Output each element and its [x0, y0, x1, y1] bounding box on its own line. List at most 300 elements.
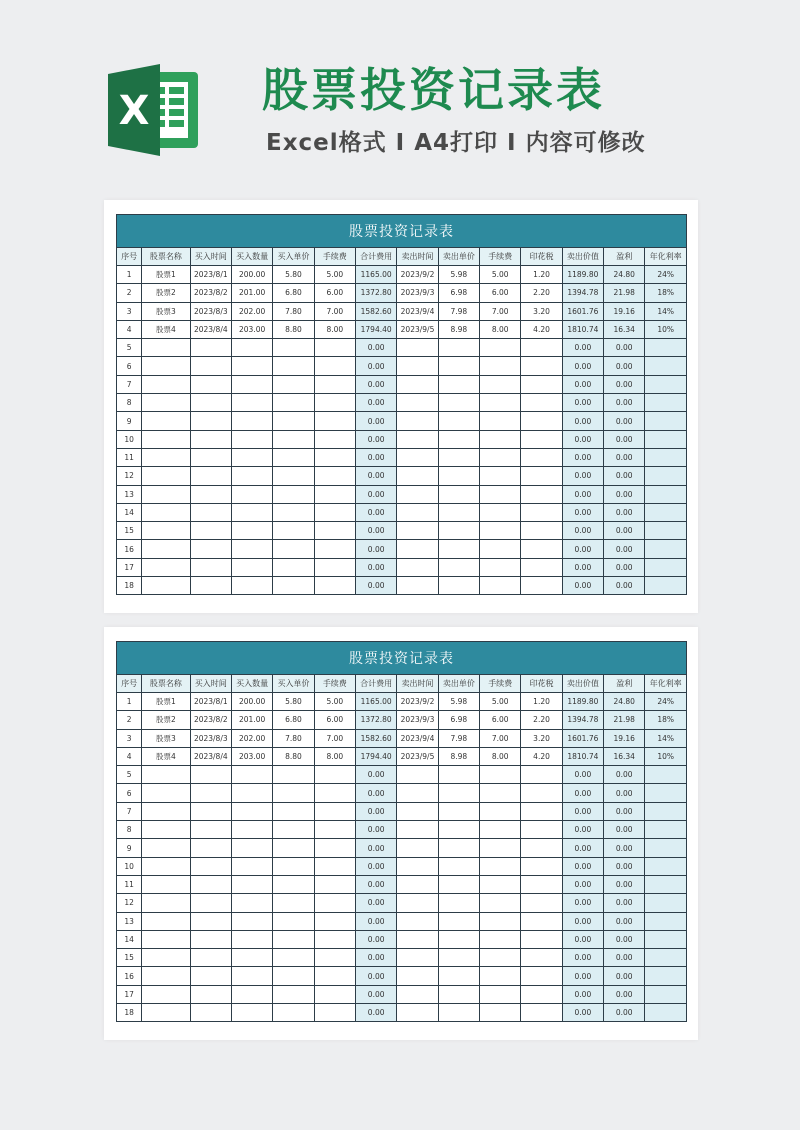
table-cell[interactable]	[231, 766, 272, 784]
table-cell[interactable]	[190, 930, 231, 948]
table-cell[interactable]: 13	[117, 485, 142, 503]
table-cell[interactable]	[397, 1004, 438, 1022]
table-cell[interactable]	[314, 577, 355, 595]
table-cell[interactable]: 0.00	[604, 467, 645, 485]
table-cell[interactable]	[142, 503, 190, 521]
table-cell[interactable]	[397, 394, 438, 412]
table-cell[interactable]: 0.00	[604, 894, 645, 912]
table-cell[interactable]: 0.00	[604, 1004, 645, 1022]
table-cell[interactable]: 16	[117, 540, 142, 558]
table-cell[interactable]	[438, 540, 479, 558]
table-cell[interactable]	[142, 394, 190, 412]
table-cell[interactable]	[521, 802, 562, 820]
table-cell[interactable]: 4.20	[521, 320, 562, 338]
table-cell[interactable]: 1165.00	[355, 693, 396, 711]
table-cell[interactable]: 0.00	[604, 985, 645, 1003]
table-cell[interactable]	[142, 784, 190, 802]
table-cell[interactable]: 200.00	[231, 266, 272, 284]
table-cell[interactable]	[273, 1004, 314, 1022]
table-cell[interactable]	[480, 930, 521, 948]
table-cell[interactable]	[645, 375, 687, 393]
table-cell[interactable]: 0.00	[562, 802, 603, 820]
table-cell[interactable]	[190, 522, 231, 540]
table-cell[interactable]	[142, 967, 190, 985]
table-cell[interactable]	[397, 577, 438, 595]
table-cell[interactable]	[314, 839, 355, 857]
table-cell[interactable]	[521, 448, 562, 466]
table-cell[interactable]: 21.98	[604, 711, 645, 729]
table-cell[interactable]	[645, 912, 687, 930]
table-cell[interactable]	[480, 357, 521, 375]
table-cell[interactable]: 0.00	[562, 485, 603, 503]
table-cell[interactable]	[273, 912, 314, 930]
table-cell[interactable]	[480, 577, 521, 595]
table-cell[interactable]: 18%	[645, 284, 687, 302]
table-cell[interactable]	[521, 839, 562, 857]
table-cell[interactable]: 0.00	[355, 1004, 396, 1022]
table-cell[interactable]	[190, 430, 231, 448]
table-cell[interactable]	[142, 467, 190, 485]
table-cell[interactable]: 股票2	[142, 284, 190, 302]
table-cell[interactable]	[397, 503, 438, 521]
table-cell[interactable]	[231, 339, 272, 357]
table-cell[interactable]: 19.16	[604, 729, 645, 747]
table-cell[interactable]: 2	[117, 711, 142, 729]
table-cell[interactable]: 6	[117, 357, 142, 375]
table-cell[interactable]	[314, 930, 355, 948]
table-cell[interactable]	[142, 540, 190, 558]
table-cell[interactable]	[397, 821, 438, 839]
table-cell[interactable]	[645, 1004, 687, 1022]
table-cell[interactable]	[397, 430, 438, 448]
table-cell[interactable]	[480, 802, 521, 820]
table-cell[interactable]	[645, 540, 687, 558]
table-cell[interactable]	[438, 967, 479, 985]
table-cell[interactable]: 1372.80	[355, 711, 396, 729]
table-cell[interactable]	[438, 430, 479, 448]
table-cell[interactable]	[231, 540, 272, 558]
table-cell[interactable]: 200.00	[231, 693, 272, 711]
table-cell[interactable]: 0.00	[604, 357, 645, 375]
table-cell[interactable]	[438, 1004, 479, 1022]
table-cell[interactable]: 14%	[645, 729, 687, 747]
table-cell[interactable]	[521, 430, 562, 448]
table-cell[interactable]	[645, 930, 687, 948]
table-cell[interactable]: 0.00	[355, 577, 396, 595]
table-cell[interactable]: 9	[117, 839, 142, 857]
table-cell[interactable]	[521, 375, 562, 393]
table-cell[interactable]	[645, 339, 687, 357]
table-cell[interactable]	[438, 577, 479, 595]
table-cell[interactable]	[645, 967, 687, 985]
table-cell[interactable]: 6.98	[438, 711, 479, 729]
table-cell[interactable]: 0.00	[355, 357, 396, 375]
table-cell[interactable]	[397, 448, 438, 466]
table-cell[interactable]: 24%	[645, 266, 687, 284]
table-cell[interactable]	[142, 802, 190, 820]
table-cell[interactable]	[273, 339, 314, 357]
table-cell[interactable]	[438, 412, 479, 430]
table-cell[interactable]: 0.00	[562, 503, 603, 521]
table-cell[interactable]	[231, 857, 272, 875]
table-cell[interactable]	[142, 339, 190, 357]
table-cell[interactable]	[397, 766, 438, 784]
table-cell[interactable]	[190, 485, 231, 503]
table-cell[interactable]	[645, 448, 687, 466]
table-cell[interactable]	[521, 857, 562, 875]
table-cell[interactable]	[273, 412, 314, 430]
table-cell[interactable]: 21.98	[604, 284, 645, 302]
table-cell[interactable]: 3	[117, 729, 142, 747]
table-cell[interactable]	[480, 412, 521, 430]
table-cell[interactable]: 0.00	[604, 839, 645, 857]
table-cell[interactable]: 1601.76	[562, 302, 603, 320]
table-cell[interactable]: 203.00	[231, 320, 272, 338]
table-cell[interactable]	[397, 540, 438, 558]
table-cell[interactable]	[645, 784, 687, 802]
table-cell[interactable]: 4	[117, 747, 142, 765]
table-cell[interactable]: 2023/9/5	[397, 320, 438, 338]
table-cell[interactable]	[438, 467, 479, 485]
table-cell[interactable]	[438, 802, 479, 820]
table-cell[interactable]	[314, 558, 355, 576]
table-cell[interactable]: 10	[117, 857, 142, 875]
table-cell[interactable]: 2023/9/4	[397, 729, 438, 747]
table-cell[interactable]: 5.00	[480, 693, 521, 711]
table-cell[interactable]	[438, 949, 479, 967]
table-cell[interactable]	[521, 540, 562, 558]
table-cell[interactable]	[480, 522, 521, 540]
table-cell[interactable]: 0.00	[562, 985, 603, 1003]
table-cell[interactable]: 0.00	[562, 875, 603, 893]
table-cell[interactable]	[438, 875, 479, 893]
table-cell[interactable]	[190, 985, 231, 1003]
table-cell[interactable]	[231, 967, 272, 985]
table-cell[interactable]	[438, 448, 479, 466]
table-cell[interactable]	[190, 857, 231, 875]
table-cell[interactable]: 0.00	[562, 577, 603, 595]
table-cell[interactable]	[231, 985, 272, 1003]
table-cell[interactable]	[645, 766, 687, 784]
table-cell[interactable]	[645, 577, 687, 595]
table-cell[interactable]	[645, 821, 687, 839]
table-cell[interactable]: 0.00	[562, 339, 603, 357]
table-cell[interactable]: 0.00	[604, 784, 645, 802]
table-cell[interactable]: 11	[117, 875, 142, 893]
table-cell[interactable]	[480, 430, 521, 448]
table-cell[interactable]: 6.00	[480, 284, 521, 302]
table-cell[interactable]: 6.00	[314, 711, 355, 729]
table-cell[interactable]	[438, 522, 479, 540]
table-cell[interactable]	[521, 467, 562, 485]
table-cell[interactable]: 13	[117, 912, 142, 930]
table-cell[interactable]: 3.20	[521, 302, 562, 320]
table-cell[interactable]: 0.00	[604, 857, 645, 875]
table-cell[interactable]	[231, 802, 272, 820]
table-cell[interactable]: 2023/8/3	[190, 729, 231, 747]
table-cell[interactable]	[273, 985, 314, 1003]
table-cell[interactable]	[190, 577, 231, 595]
table-cell[interactable]	[645, 412, 687, 430]
table-cell[interactable]	[142, 857, 190, 875]
table-cell[interactable]: 10%	[645, 320, 687, 338]
table-cell[interactable]	[521, 875, 562, 893]
table-cell[interactable]: 0.00	[604, 967, 645, 985]
table-cell[interactable]: 1394.78	[562, 711, 603, 729]
table-cell[interactable]	[480, 1004, 521, 1022]
table-cell[interactable]	[231, 821, 272, 839]
table-cell[interactable]	[273, 485, 314, 503]
table-cell[interactable]	[438, 503, 479, 521]
table-cell[interactable]: 股票4	[142, 747, 190, 765]
table-cell[interactable]	[521, 967, 562, 985]
table-cell[interactable]: 0.00	[604, 540, 645, 558]
table-cell[interactable]	[480, 375, 521, 393]
table-cell[interactable]	[142, 558, 190, 576]
table-cell[interactable]	[521, 522, 562, 540]
table-cell[interactable]: 2023/8/2	[190, 284, 231, 302]
table-cell[interactable]: 2023/8/4	[190, 747, 231, 765]
table-cell[interactable]: 18	[117, 577, 142, 595]
table-cell[interactable]: 0.00	[562, 430, 603, 448]
table-cell[interactable]	[142, 839, 190, 857]
table-cell[interactable]: 0.00	[355, 894, 396, 912]
table-cell[interactable]: 股票3	[142, 302, 190, 320]
table-cell[interactable]: 2023/8/1	[190, 693, 231, 711]
table-cell[interactable]: 0.00	[604, 522, 645, 540]
table-cell[interactable]: 0.00	[604, 503, 645, 521]
table-cell[interactable]: 5.80	[273, 693, 314, 711]
table-cell[interactable]	[314, 503, 355, 521]
table-cell[interactable]	[397, 784, 438, 802]
table-cell[interactable]: 2023/9/3	[397, 711, 438, 729]
table-cell[interactable]	[397, 930, 438, 948]
table-cell[interactable]	[273, 802, 314, 820]
table-cell[interactable]	[645, 485, 687, 503]
table-cell[interactable]: 0.00	[562, 912, 603, 930]
table-cell[interactable]	[521, 930, 562, 948]
table-cell[interactable]	[314, 430, 355, 448]
table-cell[interactable]: 5.80	[273, 266, 314, 284]
table-cell[interactable]	[645, 558, 687, 576]
table-cell[interactable]: 0.00	[355, 412, 396, 430]
table-cell[interactable]: 6	[117, 784, 142, 802]
table-cell[interactable]: 1810.74	[562, 747, 603, 765]
table-cell[interactable]	[231, 784, 272, 802]
table-cell[interactable]	[190, 357, 231, 375]
table-cell[interactable]	[521, 485, 562, 503]
table-cell[interactable]: 1372.80	[355, 284, 396, 302]
table-cell[interactable]	[397, 875, 438, 893]
table-cell[interactable]: 15	[117, 522, 142, 540]
table-cell[interactable]	[645, 839, 687, 857]
table-cell[interactable]	[142, 894, 190, 912]
table-cell[interactable]	[397, 802, 438, 820]
table-cell[interactable]: 9	[117, 412, 142, 430]
table-cell[interactable]	[397, 894, 438, 912]
table-cell[interactable]	[231, 467, 272, 485]
table-cell[interactable]	[645, 894, 687, 912]
table-cell[interactable]	[231, 949, 272, 967]
table-cell[interactable]	[231, 875, 272, 893]
table-cell[interactable]: 0.00	[604, 577, 645, 595]
table-cell[interactable]	[190, 949, 231, 967]
table-cell[interactable]	[521, 339, 562, 357]
table-cell[interactable]: 3.20	[521, 729, 562, 747]
table-cell[interactable]	[231, 394, 272, 412]
table-cell[interactable]	[231, 894, 272, 912]
table-cell[interactable]	[142, 522, 190, 540]
table-cell[interactable]: 0.00	[355, 839, 396, 857]
table-cell[interactable]: 0.00	[562, 540, 603, 558]
table-cell[interactable]: 5.98	[438, 693, 479, 711]
table-cell[interactable]: 8.80	[273, 747, 314, 765]
table-cell[interactable]	[397, 839, 438, 857]
table-cell[interactable]	[438, 930, 479, 948]
table-cell[interactable]: 11	[117, 448, 142, 466]
table-cell[interactable]: 202.00	[231, 302, 272, 320]
table-cell[interactable]: 0.00	[604, 558, 645, 576]
table-cell[interactable]	[142, 985, 190, 1003]
table-cell[interactable]: 2	[117, 284, 142, 302]
table-cell[interactable]: 0.00	[355, 540, 396, 558]
table-cell[interactable]	[521, 912, 562, 930]
table-cell[interactable]: 0.00	[604, 802, 645, 820]
table-cell[interactable]: 0.00	[355, 967, 396, 985]
table-cell[interactable]	[397, 412, 438, 430]
table-cell[interactable]: 7.00	[480, 302, 521, 320]
table-cell[interactable]	[231, 503, 272, 521]
table-cell[interactable]: 2.20	[521, 711, 562, 729]
table-cell[interactable]	[273, 467, 314, 485]
table-cell[interactable]	[314, 339, 355, 357]
table-cell[interactable]	[645, 857, 687, 875]
table-cell[interactable]	[314, 412, 355, 430]
table-cell[interactable]	[397, 375, 438, 393]
table-cell[interactable]: 0.00	[355, 339, 396, 357]
table-cell[interactable]	[438, 821, 479, 839]
table-cell[interactable]: 0.00	[562, 522, 603, 540]
table-cell[interactable]: 8.00	[314, 320, 355, 338]
table-cell[interactable]: 0.00	[604, 430, 645, 448]
table-cell[interactable]: 10	[117, 430, 142, 448]
table-cell[interactable]	[397, 912, 438, 930]
table-cell[interactable]	[314, 894, 355, 912]
table-cell[interactable]: 201.00	[231, 711, 272, 729]
table-cell[interactable]	[645, 467, 687, 485]
table-cell[interactable]	[480, 949, 521, 967]
table-cell[interactable]	[480, 503, 521, 521]
table-cell[interactable]	[142, 375, 190, 393]
table-cell[interactable]	[142, 821, 190, 839]
table-cell[interactable]: 18%	[645, 711, 687, 729]
table-cell[interactable]	[190, 1004, 231, 1022]
table-cell[interactable]: 1189.80	[562, 266, 603, 284]
table-cell[interactable]: 16.34	[604, 320, 645, 338]
table-cell[interactable]	[190, 912, 231, 930]
table-cell[interactable]	[397, 467, 438, 485]
table-cell[interactable]	[397, 357, 438, 375]
table-cell[interactable]: 1	[117, 693, 142, 711]
table-cell[interactable]: 3	[117, 302, 142, 320]
table-cell[interactable]	[438, 894, 479, 912]
table-cell[interactable]	[142, 930, 190, 948]
table-cell[interactable]	[190, 802, 231, 820]
table-cell[interactable]	[397, 339, 438, 357]
table-cell[interactable]: 203.00	[231, 747, 272, 765]
table-cell[interactable]: 4	[117, 320, 142, 338]
table-cell[interactable]	[231, 430, 272, 448]
table-cell[interactable]	[142, 448, 190, 466]
table-cell[interactable]	[480, 912, 521, 930]
table-cell[interactable]	[273, 949, 314, 967]
table-cell[interactable]	[521, 894, 562, 912]
table-cell[interactable]: 24%	[645, 693, 687, 711]
table-cell[interactable]	[438, 839, 479, 857]
table-cell[interactable]	[142, 577, 190, 595]
table-cell[interactable]	[273, 857, 314, 875]
table-cell[interactable]	[480, 766, 521, 784]
table-cell[interactable]: 0.00	[355, 985, 396, 1003]
table-cell[interactable]	[190, 894, 231, 912]
table-cell[interactable]: 0.00	[562, 857, 603, 875]
table-cell[interactable]	[142, 430, 190, 448]
table-cell[interactable]: 7.00	[314, 729, 355, 747]
table-cell[interactable]: 0.00	[562, 821, 603, 839]
table-cell[interactable]	[397, 857, 438, 875]
table-cell[interactable]: 7.98	[438, 729, 479, 747]
table-cell[interactable]	[273, 375, 314, 393]
table-cell[interactable]: 1.20	[521, 693, 562, 711]
table-cell[interactable]	[397, 967, 438, 985]
table-cell[interactable]	[438, 357, 479, 375]
table-cell[interactable]	[273, 875, 314, 893]
table-cell[interactable]: 0.00	[604, 339, 645, 357]
table-cell[interactable]: 0.00	[355, 784, 396, 802]
table-cell[interactable]	[645, 394, 687, 412]
table-cell[interactable]: 0.00	[562, 558, 603, 576]
table-cell[interactable]	[190, 839, 231, 857]
table-cell[interactable]: 0.00	[355, 522, 396, 540]
table-cell[interactable]	[480, 875, 521, 893]
table-cell[interactable]	[397, 558, 438, 576]
table-cell[interactable]	[190, 558, 231, 576]
table-cell[interactable]	[521, 821, 562, 839]
table-cell[interactable]	[273, 930, 314, 948]
table-cell[interactable]: 0.00	[355, 949, 396, 967]
table-cell[interactable]: 0.00	[562, 394, 603, 412]
table-cell[interactable]: 16	[117, 967, 142, 985]
table-cell[interactable]	[190, 448, 231, 466]
table-cell[interactable]: 2.20	[521, 284, 562, 302]
table-cell[interactable]: 202.00	[231, 729, 272, 747]
table-cell[interactable]: 股票1	[142, 266, 190, 284]
table-cell[interactable]	[521, 985, 562, 1003]
table-cell[interactable]: 2023/8/2	[190, 711, 231, 729]
table-cell[interactable]	[273, 784, 314, 802]
table-cell[interactable]	[480, 967, 521, 985]
table-cell[interactable]	[273, 448, 314, 466]
table-cell[interactable]: 2023/9/2	[397, 266, 438, 284]
table-cell[interactable]: 6.00	[480, 711, 521, 729]
table-cell[interactable]	[190, 821, 231, 839]
table-cell[interactable]	[273, 839, 314, 857]
table-cell[interactable]: 8	[117, 821, 142, 839]
table-cell[interactable]	[438, 375, 479, 393]
table-cell[interactable]	[480, 894, 521, 912]
table-cell[interactable]: 8	[117, 394, 142, 412]
table-cell[interactable]	[521, 766, 562, 784]
